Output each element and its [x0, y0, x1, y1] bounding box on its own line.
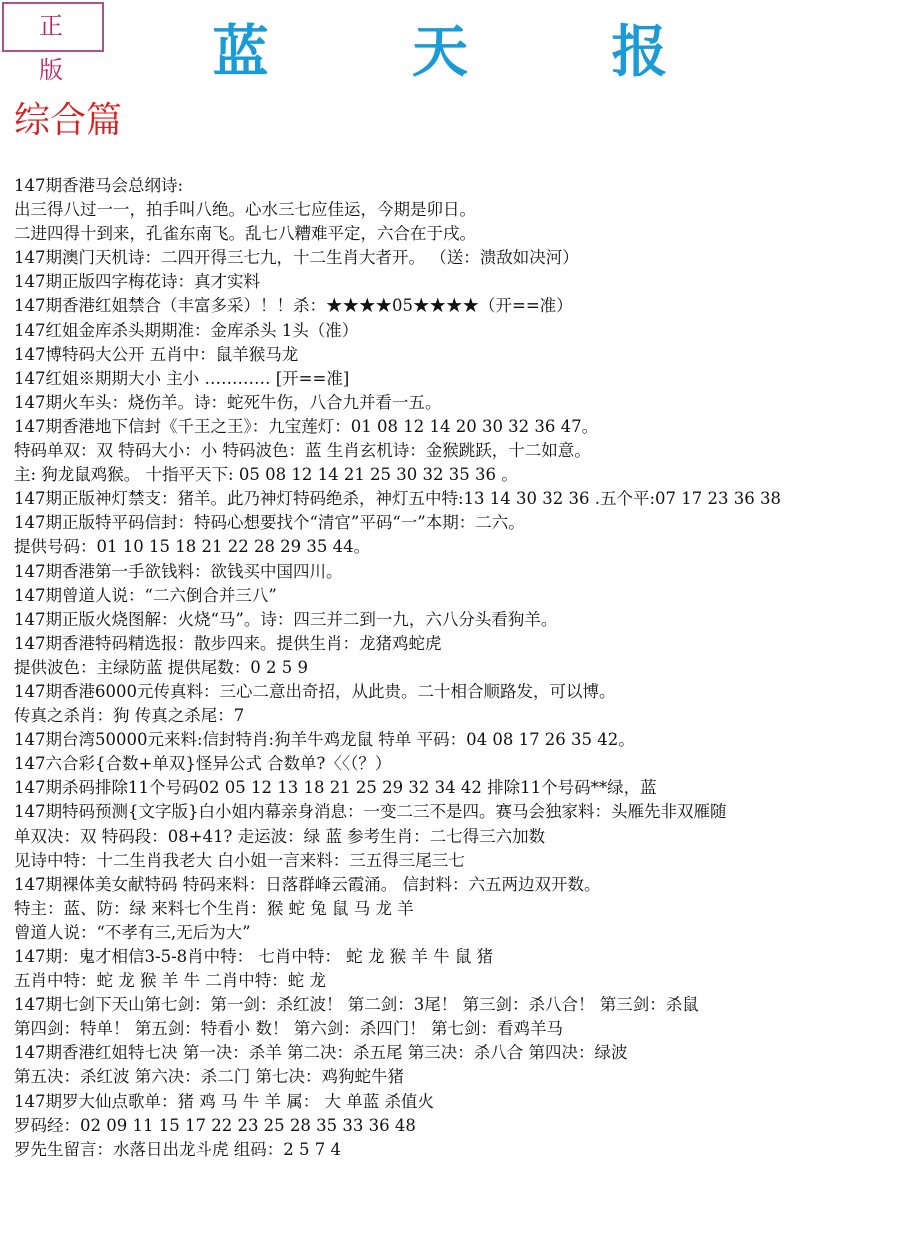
text-line: 147期罗大仙点歌单：猪 鸡 马 牛 羊 属： 大 单蓝 杀值火: [14, 1091, 434, 1111]
text-line: 147期香港马会总纲诗:: [14, 176, 184, 195]
text-line: 五肖中特：蛇 龙 猴 羊 牛 二肖中特：蛇 龙: [14, 971, 326, 991]
section-heading: 综合篇: [14, 100, 123, 141]
text-line: 147期香港地下信封《千王之王》：九宝莲灯：01 08 12 14 20 30 32 36 47。: [14, 416, 599, 436]
text-line: 罗先生留言：水落日出龙斗虎 组码：2 5 7 4: [14, 1139, 341, 1159]
text-line: 147期台湾50000元来料:信封特肖:狗羊牛鸡龙鼠 特单 平码：04 08 17 26 35 42。: [14, 730, 635, 750]
text-line: 特主：蓝、防：绿 来料七个生肖：猴 蛇 兔 鼠 马 龙 羊: [14, 898, 414, 918]
text-line: 147六合彩{合数+单双}怪异公式 合数单?〈〈（？）: [14, 754, 392, 774]
text-line: 147期杀码排除11个号码02 05 12 13 18 21 25 29 32 34 42 排除11个号码**绿，蓝: [14, 778, 657, 798]
text-line: 147期香港第一手欲钱料：欲钱买中国四川。: [14, 561, 343, 581]
text-line: 147期澳门天机诗：二四开得三七九，十二生肖大者开。 （送：溃敌如决河）: [14, 248, 579, 268]
text-line: 147博特码大公开 五肖中：鼠羊猴马龙: [14, 344, 299, 364]
text-line: 见诗中特：十二生肖我老大 白小姐一言来料：三五得三尾三七: [14, 850, 465, 870]
text-line: 147期正版特平码信封：特码心想要找个“清官”平码“一”本期：二六。: [14, 513, 525, 533]
text-line: 第五决：杀红波 第六决：杀二门 第七决：鸡狗蛇牛猪: [14, 1067, 404, 1087]
text-line: 147红姐金库杀头期期准：金库杀头 1头（准）: [14, 320, 359, 340]
text-line: 提供号码：01 10 15 18 21 22 28 29 35 44。: [14, 537, 371, 557]
text-line: 147期裸体美女献特码 特码来料：日落群峰云霞涌。 信封料：六五两边双开数。: [14, 874, 601, 894]
text-line: 主: 狗龙鼠鸡猴。 十指平天下: 05 08 12 14 21 25 30 32 35 36 。: [14, 465, 518, 485]
text-line: 罗码经：02 09 11 15 17 22 23 25 28 35 33 36 48: [14, 1115, 416, 1135]
text-line: 147期香港特码精选报：散步四来。提供生肖：龙猪鸡蛇虎: [14, 633, 442, 653]
text-line: 147期：鬼才相信3-5-8肖中特： 七肖中特： 蛇 龙 猴 羊 牛 鼠 猪: [14, 947, 494, 966]
text-line: 147期香港6000元传真料：三心二意出奇招，从此贵。二十相合顺路发，可以博。: [14, 681, 616, 701]
text-line: 147期正版神灯禁支：猪羊。此乃神灯特码绝杀，神灯五中特:13 14 30 32 36 .五个平:07 17 23 36 38: [14, 489, 782, 509]
text-line: 147期香港红姐特七决 第一决：杀羊 第二决：杀五尾 第三决：杀八合 第四决：绿波: [14, 1043, 628, 1063]
content-lines: [14, 174, 898, 1162]
text-line: 147期香港红姐禁合（丰富多采）！！杀：★★★★05★★★★（开==准）: [14, 296, 573, 316]
text-line: 147红姐※期期大小 主小 ………… [开==准]: [14, 368, 350, 388]
text-line: 147期火车头：烧伤羊。诗：蛇死牛伤，八合九并看一五。: [14, 392, 442, 412]
text-line: 二进四得十到来，孔雀东南飞。乱七八糟难平定，六合在于戌。: [14, 224, 476, 244]
edition-stamp: 正 版: [2, 2, 104, 52]
text-line: 147期特码预测{文字版}白小姐内幕亲身消息：一变二三不是四。赛马会独家料：头雁先非双雁随: [14, 802, 727, 822]
page-title: 蓝 天 报: [212, 19, 730, 85]
text-line: 传真之杀肖：狗 传真之杀尾：7: [14, 706, 245, 726]
text-line: 147期七剑下天山第七剑：第一剑：杀红波！ 第二剑：3尾！ 第三剑：杀八合！ 第三剑：杀鼠: [14, 995, 699, 1015]
text-line: 出三得八过一一，拍手叫八绝。心水三七应佳运，今期是卯日。: [14, 200, 476, 220]
text-line: 147期正版四字梅花诗：真才实料: [14, 272, 260, 292]
text-line: 特码单双：双 特码大小：小 特码波色：蓝 生肖玄机诗：金猴跳跃，十二如意。: [14, 441, 591, 461]
text-line: 第四剑：特单！ 第五剑：特看小 数！ 第六剑：杀四门！ 第七剑：看鸡羊马: [14, 1019, 563, 1039]
text-line: 曾道人说：“不孝有三,无后为大”: [14, 922, 251, 942]
text-line: 提供波色：主绿防蓝 提供尾数：0 2 5 9: [14, 657, 308, 677]
text-line: 147期曾道人说：“二六倒合并三八”: [14, 585, 277, 605]
text-line: 单双决：双 特码段：08+41? 走运波：绿 蓝 参考生肖：二七得三六加数: [14, 826, 546, 846]
text-line: 147期正版火烧图解：火烧“马”。诗：四三并二到一九，六八分头看狗羊。: [14, 609, 558, 629]
